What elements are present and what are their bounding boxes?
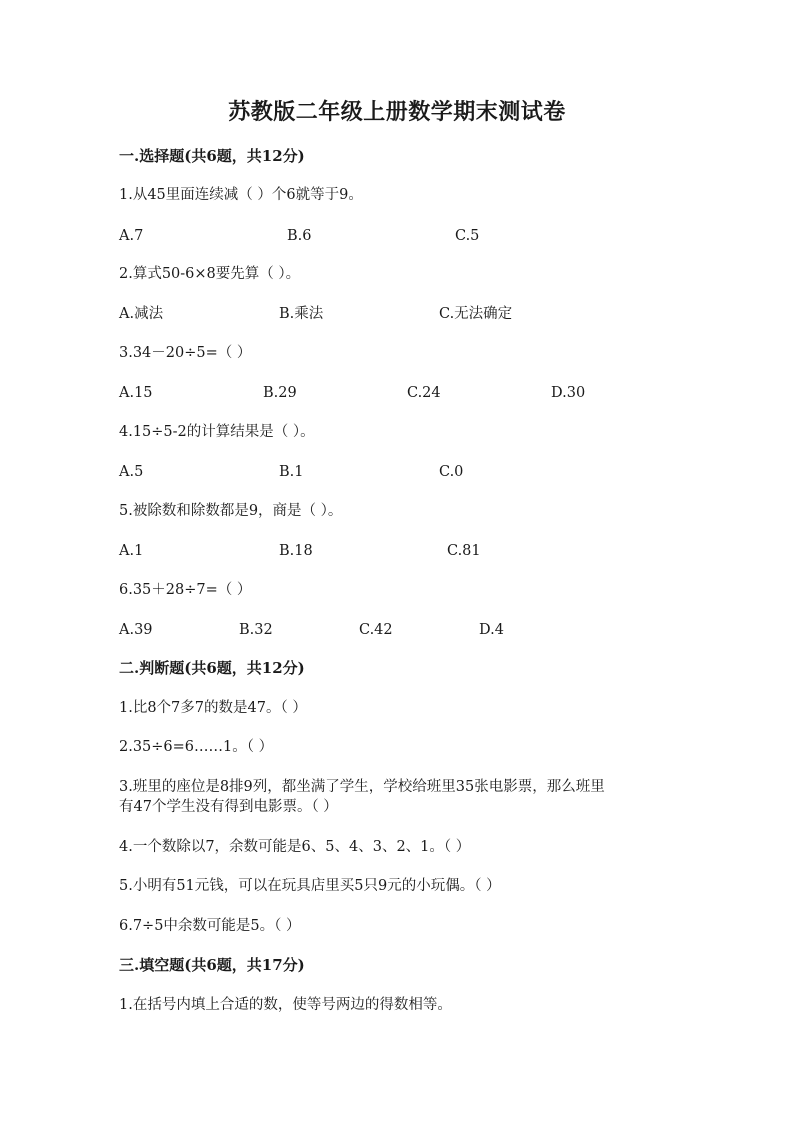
- exam-title: 苏教版二年级上册数学期末测试卷: [228, 99, 566, 125]
- option-a: A.减法: [119, 306, 164, 322]
- question-text: 4.一个数除以7，余数可能是6、5、4、3、2、1。（ ）: [119, 839, 471, 855]
- question-text: 1.从45里面连续减（ ）个6就等于9。: [119, 187, 363, 203]
- question-text: 2.35÷6=6……1。（ ）: [119, 739, 274, 755]
- option-c: C.42: [359, 622, 393, 638]
- option-d: D.4: [479, 622, 504, 638]
- section-heading: 三.填空题(共6题，共17分): [119, 956, 305, 974]
- option-c: C.无法确定: [439, 306, 513, 322]
- question-text: 2.算式50-6×8要先算（ ）。: [119, 266, 301, 282]
- option-b: B.32: [239, 622, 273, 638]
- question-text: 1.在括号内填上合适的数，使等号两边的得数相等。: [119, 997, 452, 1013]
- option-a: A.15: [119, 385, 153, 401]
- section-heading: 二.判断题(共6题，共12分): [119, 659, 305, 677]
- option-b: B.1: [279, 464, 304, 480]
- option-a: A.39: [119, 622, 153, 638]
- option-a: A.7: [119, 228, 144, 244]
- option-c: C.24: [407, 385, 441, 401]
- question-text: 4.15÷5-2的计算结果是（ ）。: [119, 424, 315, 440]
- option-b: B.乘法: [279, 306, 324, 322]
- question-text: 5.被除数和除数都是9，商是（ ）。: [119, 503, 343, 519]
- option-b: B.18: [279, 543, 313, 559]
- option-a: A.5: [119, 464, 144, 480]
- section-heading: 一.选择题(共6题，共12分): [119, 147, 305, 165]
- question-text: 6.35＋28÷7=（ ）: [119, 582, 252, 598]
- question-text: 3.34－20÷5=（ ）: [119, 345, 252, 361]
- option-b: B.29: [263, 385, 297, 401]
- question-text: 1.比8个7多7的数是47。（ ）: [119, 700, 307, 716]
- question-text: 5.小明有51元钱，可以在玩具店里买5只9元的小玩偶。（ ）: [119, 878, 501, 894]
- option-c: C.5: [455, 228, 480, 244]
- question-text-continued: 有47个学生没有得到电影票。（ ）: [119, 799, 338, 815]
- option-c: C.81: [447, 543, 481, 559]
- option-a: A.1: [119, 543, 144, 559]
- option-c: C.0: [439, 464, 464, 480]
- question-text: 3.班里的座位是8排9列，都坐满了学生，学校给班里35张电影票，那么班里: [119, 779, 605, 795]
- option-d: D.30: [551, 385, 586, 401]
- question-text: 6.7÷5中余数可能是5。（ ）: [119, 918, 301, 934]
- option-b: B.6: [287, 228, 312, 244]
